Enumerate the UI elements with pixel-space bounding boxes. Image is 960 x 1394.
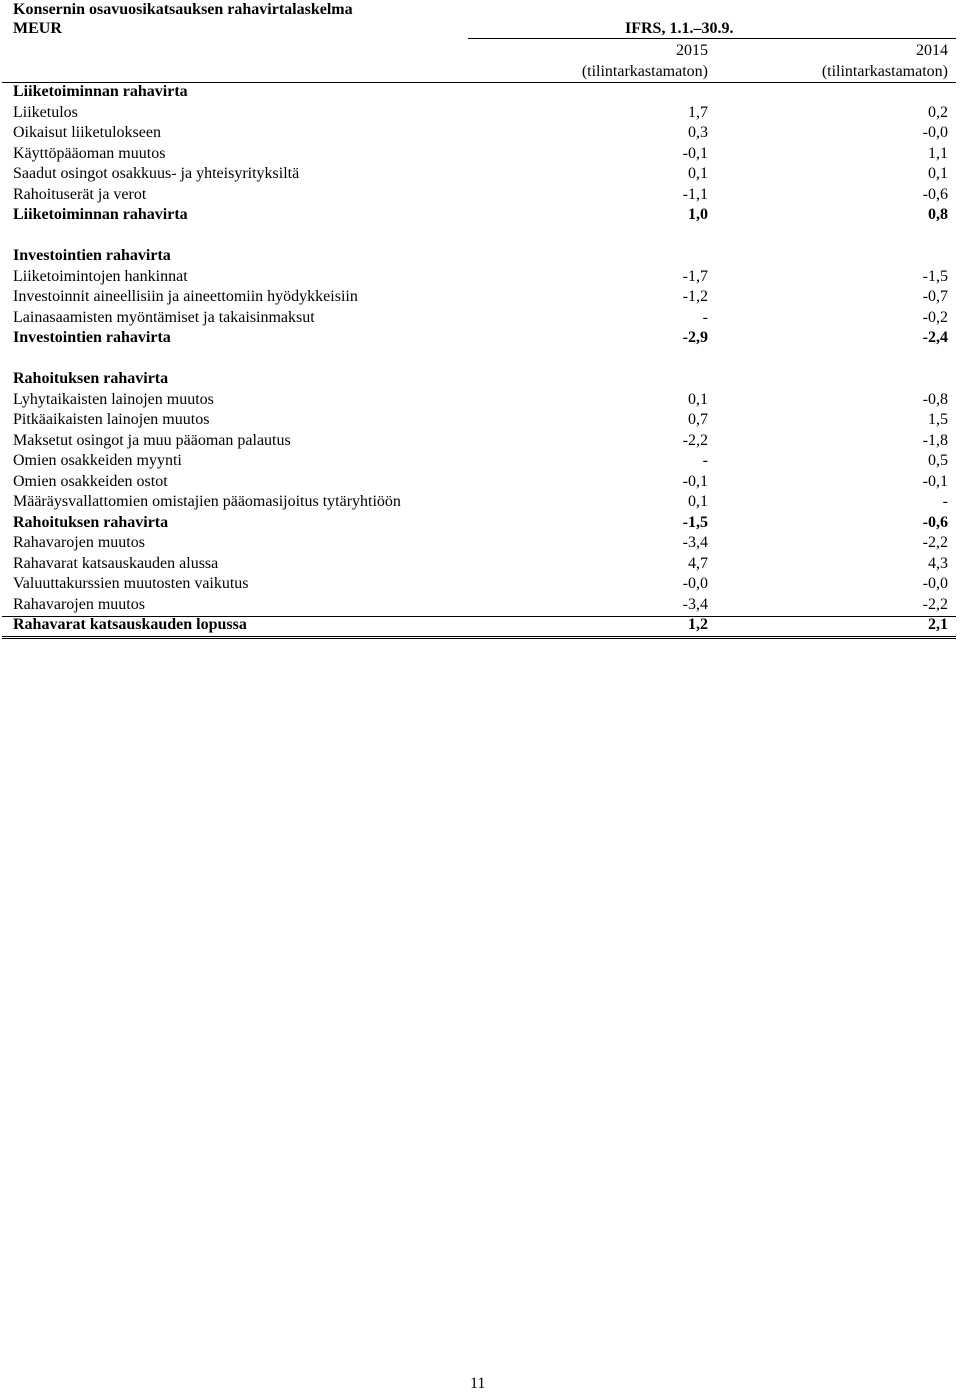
table-row (0, 451, 960, 471)
row-value-2014: 1,5 (928, 411, 948, 428)
row-label: Valuuttakurssien muutosten vaikutus (13, 575, 249, 592)
row-label: Rahavarat katsauskauden lopussa (13, 616, 247, 633)
spacer-row (0, 349, 960, 369)
row-value-2014: 4,3 (928, 554, 948, 572)
table-row (0, 431, 960, 451)
row-value-2014: 0,8 (928, 206, 948, 223)
table-row (0, 185, 960, 205)
table-row (0, 164, 960, 184)
row-label: Investointien rahavirta (13, 247, 171, 264)
spacer-row (0, 226, 960, 246)
row-value-2014: -0,8 (922, 390, 948, 408)
row-value-2015: 1,7 (688, 103, 708, 121)
total-rule-double-1 (2, 636, 956, 637)
row-value-2014: 0,2 (928, 103, 948, 121)
row-value-2015: 0,1 (688, 390, 708, 408)
row-value-2014: -0,7 (922, 288, 948, 305)
table-row (0, 205, 960, 225)
row-value-2015: -3,4 (682, 595, 708, 613)
column-note-2014: (tilintarkastamaton) (821, 63, 948, 80)
row-value-2015: - (702, 452, 708, 469)
row-value-2015: -1,2 (682, 288, 708, 305)
row-value-2015: -2,2 (682, 431, 708, 449)
row-value-2015: 1,2 (688, 616, 708, 633)
row-value-2014: -0,2 (922, 308, 948, 326)
row-value-2015: - (702, 308, 708, 326)
row-label: Pitkäaikaisten lainojen muutos (13, 411, 210, 428)
table-row (0, 492, 960, 512)
row-value-2015: 0,1 (688, 165, 708, 182)
row-value-2015: -1,5 (682, 513, 708, 531)
total-rule-top (2, 616, 956, 617)
header-rule-top (468, 38, 956, 39)
row-value-2015: 4,7 (688, 554, 708, 572)
row-label: Omien osakkeiden myynti (13, 452, 182, 469)
row-value-2014: -2,2 (922, 534, 948, 551)
row-label: Investoinnit aineellisiin ja aineettomiin hyödykkeisiin (13, 288, 358, 305)
column-year-2015: 2015 (676, 42, 708, 59)
document-title: Konsernin osavuosikatsauksen rahavirtalaskelma (13, 1, 353, 18)
row-value-2015: -1,1 (682, 185, 708, 203)
row-label: Käyttöpääoman muutos (13, 144, 166, 162)
row-label: Omien osakkeiden ostot (13, 472, 168, 490)
row-value-2014: -0,6 (922, 185, 948, 203)
unit-label: MEUR (13, 20, 62, 37)
row-value-2014: -0,0 (922, 124, 948, 141)
table-row (0, 103, 960, 123)
row-label: Rahoituserät ja verot (13, 185, 147, 203)
row-label: Rahavarat katsauskauden alussa (13, 554, 219, 572)
row-label: Lyhytaikaisten lainojen muutos (13, 390, 214, 408)
row-label: Liiketoiminnan rahavirta (13, 83, 188, 100)
row-label: Maksetut osingot ja muu pääoman palautus (13, 431, 291, 449)
table-row (0, 513, 960, 533)
column-note-2015: (tilintarkastamaton) (581, 63, 708, 80)
table-row (0, 410, 960, 430)
row-value-2014: -0,1 (922, 472, 948, 490)
table-row (0, 554, 960, 574)
section-heading (0, 82, 960, 102)
row-value-2015: -0,0 (682, 575, 708, 592)
row-value-2015: -0,1 (682, 472, 708, 490)
column-year-2014: 2014 (916, 42, 948, 59)
row-value-2014: 1,1 (928, 144, 948, 162)
total-rule-double-2 (2, 638, 956, 639)
row-label: Määräysvallattomien omistajien pääomasijoitus tytäryhtiöön (13, 493, 401, 510)
row-label: Rahoituksen rahavirta (13, 513, 169, 531)
row-value-2015: 1,0 (688, 206, 708, 223)
table-row (0, 574, 960, 594)
table-row (0, 390, 960, 410)
table-row (0, 144, 960, 164)
row-value-2015: 0,7 (688, 411, 708, 428)
row-value-2014: -1,8 (922, 431, 948, 449)
period-label: IFRS, 1.1.–30.9. (625, 20, 734, 37)
row-value-2014: - (942, 493, 948, 510)
row-value-2014: -0,6 (922, 513, 948, 531)
row-label: Rahavarojen muutos (13, 534, 145, 551)
row-label: Liiketoimintojen hankinnat (13, 267, 188, 285)
table-row (0, 595, 960, 615)
row-value-2014: 0,1 (928, 165, 948, 182)
row-label: Investointien rahavirta (13, 329, 171, 346)
row-value-2014: -0,0 (922, 575, 948, 592)
row-label: Liiketoiminnan rahavirta (13, 206, 188, 223)
row-label: Rahavarojen muutos (13, 595, 145, 613)
row-value-2015: -3,4 (682, 534, 708, 551)
row-label: Oikaisut liiketulokseen (13, 124, 161, 141)
table-row (0, 533, 960, 553)
row-value-2015: 0,1 (688, 493, 708, 510)
row-value-2015: -0,1 (682, 144, 708, 162)
row-value-2015: -1,7 (682, 267, 708, 285)
table-row (0, 123, 960, 143)
row-label: Liiketulos (13, 103, 78, 121)
section-heading (0, 246, 960, 266)
table-row (0, 287, 960, 307)
table-row (0, 308, 960, 328)
table-row (0, 472, 960, 492)
table-row (0, 267, 960, 287)
row-label: Saadut osingot osakkuus- ja yhteisyrityksiltä (13, 165, 300, 182)
row-label: Lainasaamisten myöntämiset ja takaisinmaksut (13, 308, 315, 326)
section-heading (0, 369, 960, 389)
row-value-2014: -1,5 (922, 267, 948, 285)
row-value-2014: 0,5 (928, 452, 948, 469)
row-value-2014: 2,1 (928, 616, 948, 633)
page-number: 11 (470, 1375, 486, 1392)
table-row (0, 615, 960, 635)
row-value-2015: 0,3 (688, 124, 708, 141)
row-label: Rahoituksen rahavirta (13, 370, 169, 387)
row-value-2014: -2,2 (922, 595, 948, 613)
table-row (0, 328, 960, 348)
row-value-2015: -2,9 (682, 329, 708, 346)
row-value-2014: -2,4 (922, 329, 948, 346)
